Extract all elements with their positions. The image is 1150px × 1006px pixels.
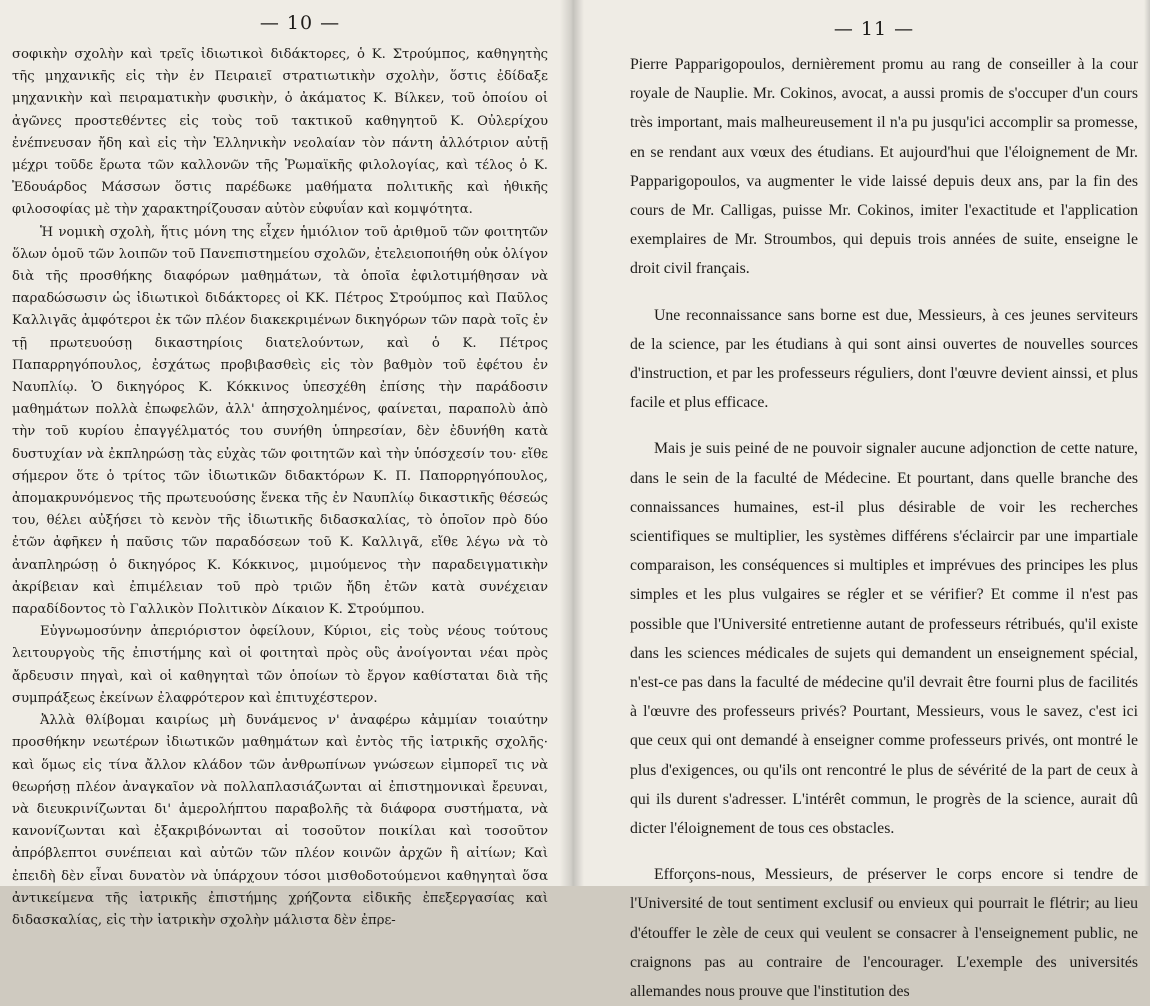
paragraph: Ἡ νομικὴ σχολὴ, ἥτις μόνη της εἶχεν ἡμιόλιον τοῦ ἀριθμοῦ τῶν φοιτητῶν ὅλων ὁμοῦ τῶν λοιπῶν τοῦ Πανεπιστημείου σχολῶν, ἐτελειοποιήθη οὐκ ὀλίγον διὰ τῆς προσθήκης διαφόρων μαθημάτων, τὰ ὁποῖα ἐφιλοτιμήθησαν νὰ παραδώσωσιν ὡς ἰδιωτικοὶ διδάκτορες οἱ ΚΚ. Πέτρος Στρούμπος καὶ Παῦλος Καλλιγᾶς ἀμφότεροι ἐκ τῶν πλέον διακεκριμένων δικηγόρων τῶν παρὰ τοῖς ἐν τῇ πρωτευούσῃ δικαστηρίοις διατελούντων, καὶ ὁ Κ. Πέτρος Παπαρρηγόπουλος, ἐσχάτως προβιβασθεὶς εἰς τὸν βαθμὸν τοῦ ἐφέτου ἐν Ναυπλίῳ. Ὁ δικηγόρος Κ. Κόκκινος ὑπεσχέθη ἐπίσης τὴν παράδοσιν μαθημάτων πολλὰ ἐπωφελῶν, ἀλλ' ἀπησχολημένος, φαίνεται, παραπολὺ ἀπὸ τὴν τοῦ κυρίου ἐπαγγέλματός του συνήθη ὑπηρεσίαν, δὲν ἐδυνήθη κατὰ δυστυχίαν νὰ ἐκπληρώσῃ τὰς εὐχὰς τῶν φοιτητῶν καὶ τὴν ὑπόσχεσίν του· εἴθε σήμερον ὅτε ὁ τρίτος τῶν ἰδιωτικῶν διδακτόρων Κ. Π. Παπορρηγόπουλος, ἀπομακρυνόμενος τῆς πρωτευούσης ἕνεκα τῆς ἐν Ναυπλίῳ δικαστικῆς θέσεώς του, θέλει αὐξήσει τὸ κενὸν τῆς ἰδιωτικῆς διδασκαλίας, τὸ ὁποῖον πρὸ δύο ἐτῶν ἀφῆκεν ἡ παῦσις τῶν παραδόσεων τοῦ Κ. Καλλιγᾶ, εἴθε λέγω νὰ τὸ ἀναπληρώσῃ ὁ δικηγόρος Κ. Κόκκινος, μιμούμενος τὴν παραδειγματικὴν ἀκρίβειαν καὶ ἐπιμέλειαν τοῦ πρὸ τριῶν ἤδη ἐτῶν κατὰ συνέχειαν παραδίδοντος τὸ Γαλλικὸν Πολιτικὸν Δίκαιον Κ. Στρούμπου. bbox=[12, 224, 548, 618]
paragraph: Ἀλλὰ θλίβομαι καιρίως μὴ δυνάμενος ν' ἀναφέρω κἀμμίαν τοιαύτην προσθήκην νεωτέρων ἰδιωτικῶν μαθημάτων καὶ ἐντὸς τῆς ἰατρικῆς σχολῆς· καὶ ὅμως εἰς τίνα ἄλλον κλάδον τῶν ἀνθρωπίνων γνώσεων εἰμπορεῖ τις νὰ θεωρήσῃ πλέον ἀναγκαῖον νὰ πολλαπλασιάζωνται αἱ ἐπιστημονικαὶ ἔρευναι, νὰ διευκρινίζωνται δι' ἀμερολήπτου παραβολῆς τὰ διάφορα συστήματα, νὰ κανονίζωνται καὶ ἐξακριβόνωνται αἱ τοσοῦτον ποικίλαι καὶ τοσοῦτον ἀπρόβλεπτοι συνέπειαι καὶ αὐτῶν τῶν πλέον κοινῶν ἀρχῶν ἢ αἰτίων; Καὶ ἐπειδὴ δὲν εἶναι δυνατὸν νὰ ὑπάρχουν τόσοι μισθοδοτούμενοι καθηγηταὶ ὅσα ἀντικείμενα τῆς ἰατρικῆς ἐπιστήμης χρήζοντα εἰδικῆς ἐπεξεργασίας καὶ διδασκαλίας, εἰς τὴν ἰατρικὴν σχολὴν μάλιστα δὲν ἐπρε- bbox=[12, 713, 548, 928]
left-page bbox=[0, 0, 570, 928]
paragraph: σοφικὴν σχολὴν καὶ τρεῖς ἰδιωτικοὶ διδάκτορες, ὁ Κ. Στρούμπος, καθηγητὴς τῆς μηχανικῆς εἰς τὴν ἐν Πειραιεῖ στρατιωτικὴν σχολὴν, ὅστις ἐδίδαξε μηχανικὴν καὶ πειραματικὴν φυσικὴν, ὁ ἀκάματος Κ. Βίλκεν, τοῦ ὁποίου οἱ ἀγῶνες προστεθέντες εἰς τοὺς τοῦ τακτικοῦ καθηγητοῦ Κ. Οὐλερίχου ἐνέπνευσαν ἤδη καὶ εἰς τὴν Ἑλληνικὴν νεολαίαν τὸν πάντη ἀλλότριον αὐτῇ μέχρι τοῦδε ἔρωτα τῶν καλλονῶν τῆς Ῥωμαϊκῆς φιλολογίας, καὶ τέλος ὁ Κ. Ἐδουάρδος Μάσσων ὅστις παρέδωκε μαθήματα πολιτικῆς καὶ ἠθικῆς φιλοσοφίας μὲ τὴν χαρακτηρίζουσαν αὐτὸν εὐφυΐαν καὶ κομψότητα. bbox=[12, 47, 548, 218]
paragraph: Une reconnaissance sans borne est due, Messieurs, à ces jeunes serviteurs de la science, par les étudians à qui sont ainsi ouvertes de nouvelles sources d'instruction, et par les professeurs réguliers, dont l'œuvre devient ainssi, et plus facile et plus efficace. bbox=[630, 306, 1138, 412]
paragraph: Pierre Papparigopoulos, dernièrement promu au rang de conseiller à la cour royale de Nauplie. Mr. Cokinos, avocat, a aussi promis de s'occuper d'un cours très important, mais malheureusement il n'a pu jusqu'ici accomplir sa promesse, en se rendant aux vœux des étudians. Et aujourd'hui que l'éloignement de Mr. Papparigopoulos, va augmenter le vide laissé depuis deux ans, par la fin des cours de Mr. Calligas, puisse Mr. Cokinos, imiter l'exactitude et l'application exemplaires de Mr. Stroumbos, qui depuis trois années de suite, enseigne le droit civil français. bbox=[630, 56, 1138, 278]
page-edge-shadow bbox=[1144, 0, 1150, 886]
page-number-left: — 10 — bbox=[259, 12, 341, 34]
paragraph: Efforçons-nous, Messieurs, de préserver le corps encore si tendre de l'Université de tout sentiment exclusif ou envieux qui pourrait le flétrir; au lieu d'étouffer le zèle de ceux qui veulent se consacrer à l'enseignement public, ne craignons pas au contraire de l'encourager. L'exemple des universités allemandes nous prouve que l'institution des bbox=[630, 866, 1138, 1001]
right-page-body bbox=[630, 50, 1138, 1006]
paragraph: Εὐγνωμοσύνην ἀπεριόριστον ὀφείλουν, Κύριοι, εἰς τοὺς νέους τούτους λειτουργοὺς τῆς ἐπιστήμης καὶ οἱ φοιτηταὶ πρὸς οὓς ἀνοίγονται νέαι πρὸς ἄρδευσιν πηγαὶ, καὶ οἱ καθηγηταὶ τῶν ὁποίων τὸ ἔργον καθίσταται διὰ τῆς συμπράξεως ἐκείνων ἐλαφρότερον καὶ ἐπιτυχέστερον. bbox=[12, 624, 548, 706]
paragraph: Mais je suis peiné de ne pouvoir signaler aucune adjonction de cette nature, dans le sein de la faculté de Médecine. Et pourtant, dans quelle branche des connaissances humaines, est-il plus désirable de voir les recherches scientifiques se multiplier, les systèmes différens s'éclaircir par une impartiale comparaison, les conséquences si multiples et imprévues des principes les plus simples et les plus vulgaires se régler et se vérifier? Et comme il n'est pas possible que l'Université entretienne autant de professeurs rétribués, qu'il existe dans les sciences médicales de sujets qui demandent un enseignement spécial, n'est-ce pas dans la faculté de médecine qu'il devrait être fourni plus de facilités à l'œuvre des professeurs privés? Pourtant, Messieurs, vous le savez, c'est ici que ceux qui ont demandé à enseigner comme professeurs privés, ont montré le plus d'exigences, ou qu'ils ont rencontré le plus de sévérité de la part de ceux à qui ils durent s'adresser. L'intérêt commun, le progrès de la science, aurait dû dicter l'éloignement de tous ces obstacles. bbox=[630, 440, 1138, 838]
right-page bbox=[570, 0, 1150, 1001]
page-number-right: — 11 — bbox=[833, 18, 915, 40]
left-page-body bbox=[12, 44, 548, 932]
